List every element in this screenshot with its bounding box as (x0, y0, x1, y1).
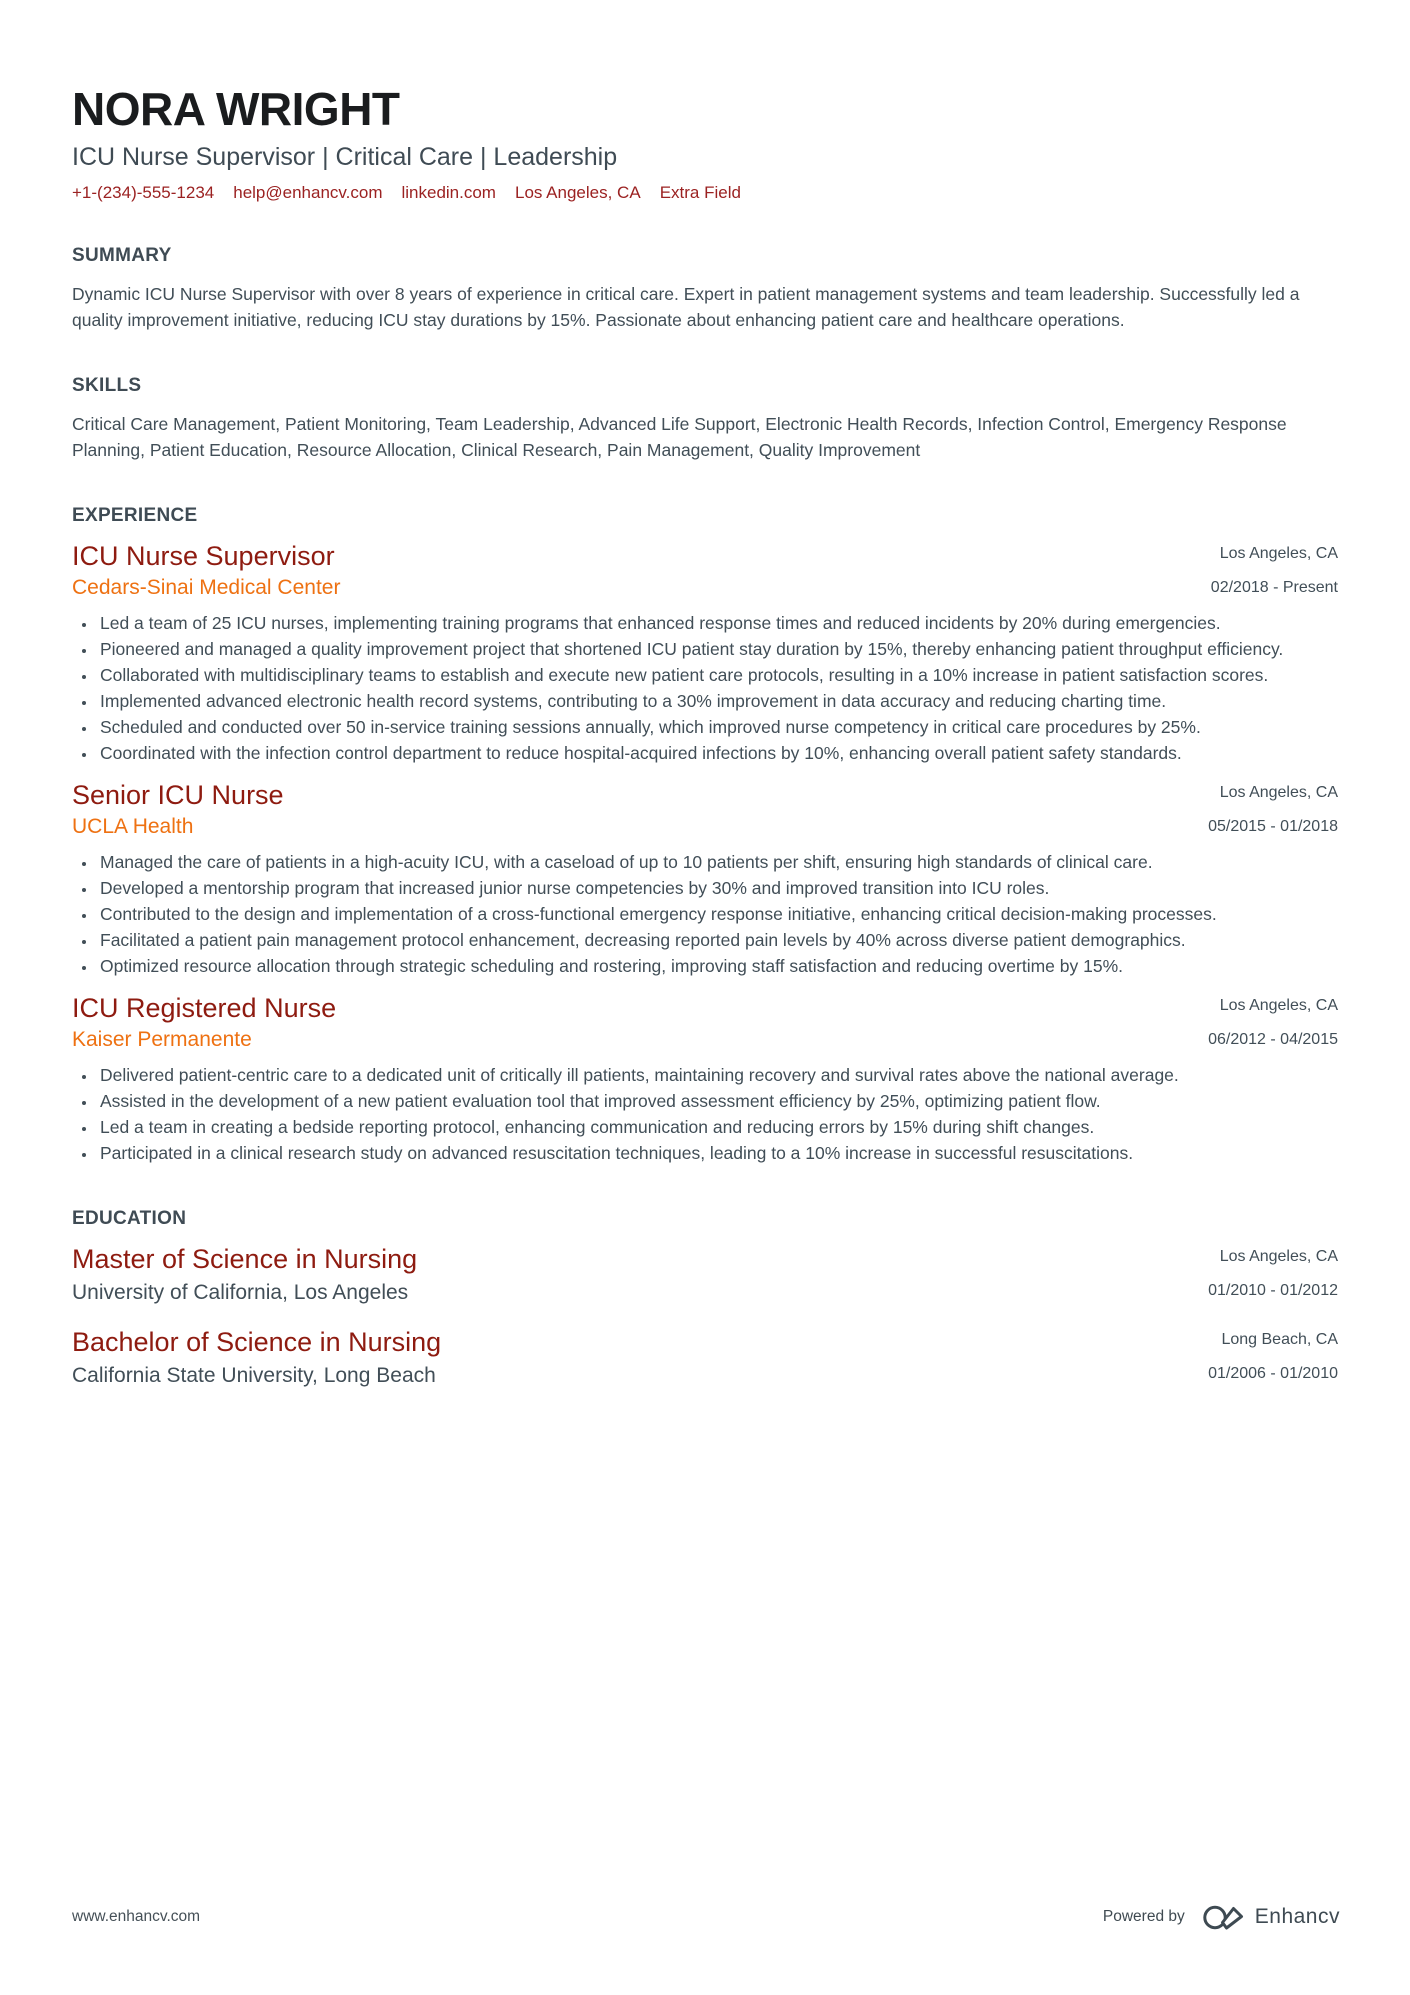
candidate-name: NORA WRIGHT (72, 83, 400, 135)
powered-by-lockup (1103, 1901, 1340, 1933)
job-location: Los Angeles, CA (1219, 545, 1338, 562)
job-bullet: • Optimized resource allocation through strategic scheduling and rostering, improving staff satisfaction and reducing overtime by 15%. (97, 953, 1338, 979)
enhancv-logo-icon (1201, 1901, 1245, 1933)
job-meta (1208, 780, 1338, 836)
job-bullet: • Implemented advanced electronic health record systems, contributing to a 30% improvement in data accuracy and reducing charting time. (97, 688, 1338, 714)
experience-entry (72, 780, 1338, 979)
degree-title: Bachelor of Science in Nursing (72, 1327, 442, 1357)
contact-location: Los Angeles, CA (514, 183, 641, 202)
job-company: UCLA Health (72, 815, 194, 838)
contact-row (72, 183, 1338, 203)
job-title: Senior ICU Nurse (72, 780, 284, 810)
degree-dates: 01/2010 - 01/2012 (1208, 1282, 1338, 1299)
degree-title: Master of Science in Nursing (72, 1244, 418, 1274)
degree-location: Los Angeles, CA (1219, 1248, 1338, 1265)
degree-school: University of California, Los Angeles (72, 1281, 409, 1304)
summary-heading: SUMMARY (72, 245, 172, 266)
experience-heading: EXPERIENCE (72, 505, 198, 526)
powered-by-label: Powered by (1102, 1908, 1185, 1925)
contact-extra-field: Extra Field (659, 183, 741, 202)
experience-entry (72, 541, 1338, 766)
education-heading: EDUCATION (72, 1208, 187, 1229)
job-bullet: • Coordinated with the infection control department to reduce hospital-acquired infections by 10%, enhancing overall patient safety standards. (97, 740, 1338, 766)
footer-website-link[interactable]: www.enhancv.com (72, 1908, 201, 1925)
skills-heading: SKILLS (72, 375, 142, 396)
job-bullet: • Developed a mentorship program that increased junior nurse competencies by 30% and improved transition into ICU roles. (97, 875, 1338, 901)
degree-school: California State University, Long Beach (72, 1364, 436, 1387)
contact-linkedin[interactable]: linkedin.com (401, 183, 496, 202)
job-bullet: • Participated in a clinical research study on advanced resuscitation techniques, leading to a 10% increase in successful resuscitations. (97, 1140, 1338, 1166)
job-company: Cedars-Sinai Medical Center (72, 576, 341, 599)
page-footer (72, 1901, 1340, 1933)
education-entry (72, 1327, 1338, 1388)
experience-entry (72, 993, 1338, 1166)
candidate-headline: ICU Nurse Supervisor | Critical Care | Leadership (72, 143, 618, 171)
job-bullets (72, 849, 1338, 979)
job-bullet: • Collaborated with multidisciplinary teams to establish and execute new patient care protocols, resulting in a 10% increase in patient satisfaction scores. (97, 662, 1338, 688)
job-bullet: • Delivered patient-centric care to a dedicated unit of critically ill patients, maintaining recovery and survival rates above the national average. (97, 1062, 1338, 1088)
job-bullet: • Managed the care of patients in a high-acuity ICU, with a caseload of up to 10 patients per shift, ensuring high standards of clinical care. (97, 849, 1338, 875)
job-bullet: • Assisted in the development of a new patient evaluation tool that improved assessment efficiency by 25%, optimizing patient flow. (97, 1088, 1338, 1114)
job-bullets (72, 1062, 1338, 1166)
job-title: ICU Registered Nurse (72, 993, 337, 1023)
job-meta (1208, 993, 1338, 1049)
summary-text: Dynamic ICU Nurse Supervisor with over 8 years of experience in critical care. Expert in patient management systems and team leadership. Successfully led a quality improvement initiative, reducing ICU stay durations by 15%. Passionate about enhancing patient care and healthcare operations. (72, 284, 1300, 330)
job-title: ICU Nurse Supervisor (72, 541, 335, 571)
job-dates: 02/2018 - Present (1210, 579, 1338, 596)
job-dates: 06/2012 - 04/2015 (1208, 1031, 1338, 1048)
job-location: Los Angeles, CA (1219, 784, 1338, 801)
job-location: Los Angeles, CA (1219, 997, 1338, 1014)
contact-email[interactable]: help@enhancv.com (233, 183, 383, 202)
job-meta (1211, 541, 1338, 597)
job-bullet: • Pioneered and managed a quality improvement project that shortened ICU patient stay duration by 15%, thereby enhancing patient throughput efficiency. (97, 636, 1338, 662)
job-bullet: • Scheduled and conducted over 50 in-service training sessions annually, which improved nurse competency in critical care procedures by 25%. (97, 714, 1338, 740)
education-entry (72, 1244, 1338, 1305)
enhancv-wordmark: Enhancv (1254, 1905, 1340, 1928)
degree-location: Long Beach, CA (1221, 1331, 1338, 1348)
degree-meta (1208, 1327, 1338, 1383)
job-bullets (72, 610, 1338, 766)
job-bullet: • Facilitated a patient pain management protocol enhancement, decreasing reported pain levels by 40% across diverse patient demographics. (97, 927, 1338, 953)
degree-meta (1208, 1244, 1338, 1300)
job-dates: 05/2015 - 01/2018 (1208, 818, 1338, 835)
degree-dates: 01/2006 - 01/2010 (1208, 1365, 1338, 1382)
enhancv-brand[interactable] (1201, 1901, 1340, 1933)
skills-text: Critical Care Management, Patient Monitoring, Team Leadership, Advanced Life Support, Electronic Health Records, Infection Control, Emergency Response Planning, Patient Education, Resource Allocation, Clinical Research, Pain Management, Quality Improvement (72, 414, 1287, 460)
job-bullet: • Led a team of 25 ICU nurses, implementing training programs that enhanced response times and reduced incidents by 20% during emergencies. (97, 610, 1338, 636)
job-company: Kaiser Permanente (72, 1028, 252, 1051)
job-bullet: • Contributed to the design and implementation of a cross-functional emergency response initiative, enhancing critical decision-making processes. (97, 901, 1338, 927)
job-bullet: • Led a team in creating a bedside reporting protocol, enhancing communication and reducing errors by 15% during shift changes. (97, 1114, 1338, 1140)
contact-phone[interactable]: +1-(234)-555-1234 (72, 183, 215, 202)
